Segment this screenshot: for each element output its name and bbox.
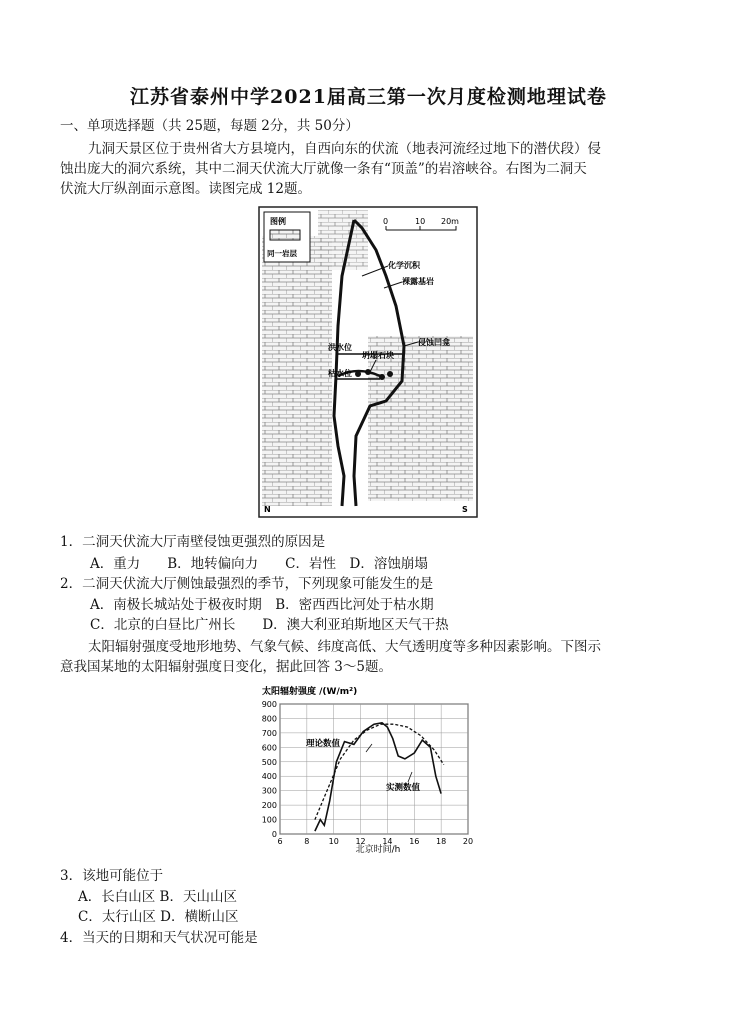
x-tick-label: 12 xyxy=(355,837,366,846)
y-tick-label: 900 xyxy=(261,700,277,709)
south-label: S xyxy=(462,505,468,514)
x-tick-label: 20 xyxy=(462,837,474,846)
label-collapsed-rocks: 坍塌石块 xyxy=(362,351,394,360)
cave-profile-figure xyxy=(258,206,478,518)
intro-paragraph-line: 九洞天景区位于贵州省大方县境内，自西向东的伏流（地表河流经过地下的潜伏段）侵 xyxy=(88,141,601,157)
intro2-paragraph-line: 意我国某地的太阳辐射强度日变化，据此回答 3～5题。 xyxy=(60,659,392,675)
question-4-stem: 4．当天的日期和天气状况可能是 xyxy=(60,930,258,946)
x-tick-label: 18 xyxy=(436,837,447,846)
page-title: 江苏省泰州中学2021届高三第一次月度检测地理试卷 xyxy=(130,86,607,108)
series-label-measured: 实测数值 xyxy=(386,783,421,793)
scale-label: 20m xyxy=(441,217,459,226)
question-2-stem: 2．二洞天伏流大厅侧蚀最强烈的季节，下列现象可能发生的是 xyxy=(60,576,434,592)
y-tick-label: 0 xyxy=(271,830,277,839)
x-tick-label: 14 xyxy=(382,837,393,846)
legend-title: 图例 xyxy=(270,217,286,226)
question-2-options: C．北京的白昼比广州长 D．澳大利亚珀斯地区天气干热 xyxy=(90,617,449,633)
north-label: N xyxy=(264,505,271,514)
intro2-paragraph-line: 太阳辐射强度受地形地势、气象气候、纬度高低、大气透明度等多种因素影响。下图示 xyxy=(88,639,601,655)
series-label-theoretical: 理论数值 xyxy=(306,739,341,749)
scale-label: 10 xyxy=(415,217,426,226)
y-tick-label: 100 xyxy=(261,815,277,825)
question-3-options: C．太行山区 D．横断山区 xyxy=(78,909,239,925)
intro-paragraph-line: 伏流大厅纵剖面示意图。读图完成 12题。 xyxy=(60,181,311,197)
x-axis-label: 北京时间/h xyxy=(355,845,401,854)
x-tick-label: 6 xyxy=(277,837,283,846)
y-tick-label: 500 xyxy=(261,757,277,767)
scale-label: 0 xyxy=(383,217,389,226)
y-tick-label: 200 xyxy=(261,801,277,811)
label-bare-bedrock: 裸露基岩 xyxy=(402,277,434,286)
intro-paragraph-line: 蚀出庞大的洞穴系统，其中二洞天伏流大厅就像一条有“顶盖”的岩溶峡谷。右图为二洞天 xyxy=(60,161,587,177)
question-3-options: A．长白山区 B．天山山区 xyxy=(78,889,237,905)
question-3-stem: 3．该地可能位于 xyxy=(60,868,164,884)
question-1-stem: 1．二洞天伏流大厅南壁侵蚀更强烈的原因是 xyxy=(60,534,326,550)
y-tick-label: 600 xyxy=(261,743,277,753)
section-heading: 一、单项选择题（共 25题，每题 2分，共 50分） xyxy=(60,118,359,134)
question-2-options: A．南极长城站处于极夜时期 B．密西西比河处于枯水期 xyxy=(90,597,434,613)
legend-item: 同一岩层 xyxy=(267,249,297,258)
label-chemical-deposit: 化学沉积 xyxy=(388,261,420,270)
y-tick-label: 300 xyxy=(261,786,277,796)
x-tick-label: 10 xyxy=(328,837,339,846)
y-tick-label: 800 xyxy=(261,714,277,724)
y-tick-label: 400 xyxy=(261,772,277,782)
label-erosion-niche: 侵蚀凹龛 xyxy=(418,338,450,347)
x-tick-label: 8 xyxy=(304,837,310,846)
solar-radiation-chart xyxy=(258,684,480,854)
y-tick-label: 700 xyxy=(261,728,277,738)
question-1-options: A．重力 B．地转偏向力 C．岩性 D．溶蚀崩塌 xyxy=(90,556,428,572)
label-low-water-level: 枯水位 xyxy=(328,369,352,378)
chart-title: 太阳辐射强度 /(W/m²) xyxy=(262,687,358,697)
x-tick-label: 16 xyxy=(409,837,420,846)
label-flood-level: 洪水位 xyxy=(328,343,352,352)
